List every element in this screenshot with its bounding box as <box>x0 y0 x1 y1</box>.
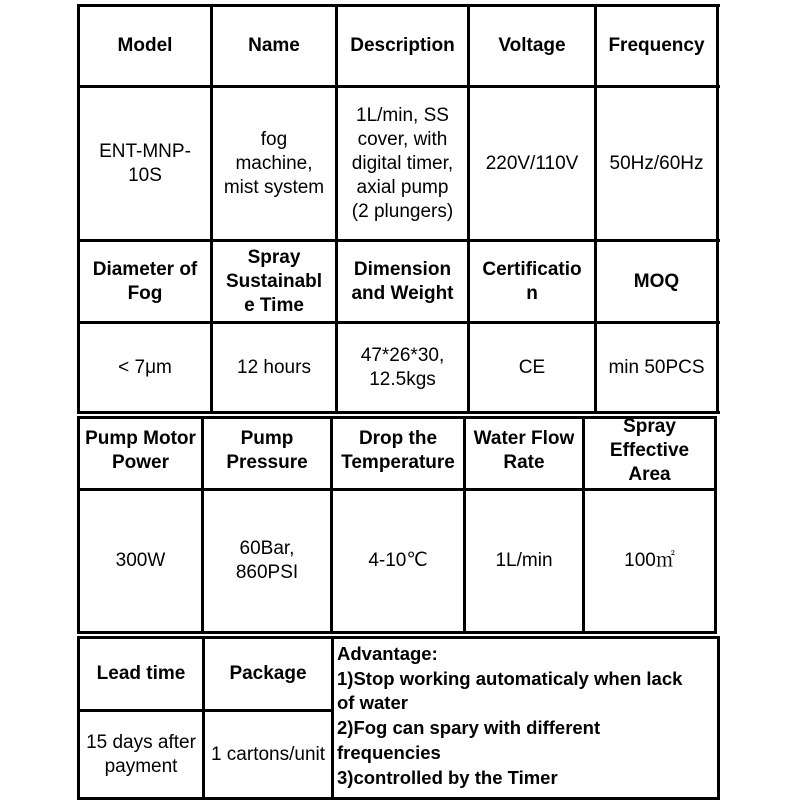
header-pump-motor-power: Pump Motor Power <box>85 428 196 473</box>
header-model: Model <box>117 35 173 56</box>
header-water-flow-rate: Water Flow Rate <box>473 428 575 473</box>
table-rule <box>77 631 717 634</box>
header-fog-diameter: Diameter of Fog <box>92 258 198 304</box>
table-rule <box>714 416 717 634</box>
value-pump-pressure: 60Bar, 860PSI <box>235 538 299 583</box>
header-certification: Certificatio n <box>482 258 582 304</box>
header-package: Package <box>229 663 307 684</box>
value-voltage: 220V/110V <box>485 152 579 174</box>
header-dimension-weight: Dimension and Weight <box>351 258 454 304</box>
advantage-line: 3)controlled by the Timer <box>337 766 558 788</box>
advantage-notes <box>334 640 718 800</box>
value-fog-diameter: < 7μm <box>118 356 172 378</box>
value-moq: min 50PCS <box>608 356 705 378</box>
value-package: 1 cartons/unit <box>210 743 326 765</box>
value-description: 1L/min, SS cover, with digital timer, axial pump (2 plungers) <box>351 104 454 222</box>
advantage-line: 1)Stop working automaticaly when lack <box>337 667 683 689</box>
value-drop-temperature: 4-10℃ <box>368 550 428 571</box>
header-drop-temperature: Drop the Temperature <box>341 428 455 473</box>
value-certification: CE <box>518 356 546 378</box>
header-description: Description <box>350 35 455 56</box>
advantage-heading: Advantage: <box>337 643 438 664</box>
table-rule <box>716 4 719 414</box>
header-voltage: Voltage <box>498 35 566 56</box>
header-spray-effective-area: Spray Effective Area <box>609 416 690 485</box>
value-name: fog machine, mist system <box>223 128 325 198</box>
value-spray-time: 12 hours <box>237 356 311 378</box>
header-spray-time: Spray Sustainabl e Time <box>225 246 323 316</box>
value-pump-motor-power: 300W <box>115 550 166 571</box>
header-frequency: Frequency <box>608 35 705 56</box>
value-model: ENT-MNP-10S <box>99 140 191 186</box>
value-lead-time: 15 days after payment <box>86 731 196 777</box>
header-lead-time: Lead time <box>96 663 186 684</box>
value-spray-effective-area: 100㎡ <box>624 550 675 571</box>
value-water-flow-rate: 1L/min <box>495 550 553 571</box>
header-moq: MOQ <box>633 270 680 292</box>
header-name: Name <box>248 35 300 56</box>
value-dimension-weight: 47*26*30, 12.5kgs <box>360 344 445 390</box>
advantage-line: frequencies <box>337 741 441 763</box>
advantage-line: 2)Fog can spary with different <box>337 717 601 739</box>
value-frequency: 50Hz/60Hz <box>609 152 704 174</box>
advantage-line: of water <box>337 692 408 714</box>
header-pump-pressure: Pump Pressure <box>226 428 308 473</box>
